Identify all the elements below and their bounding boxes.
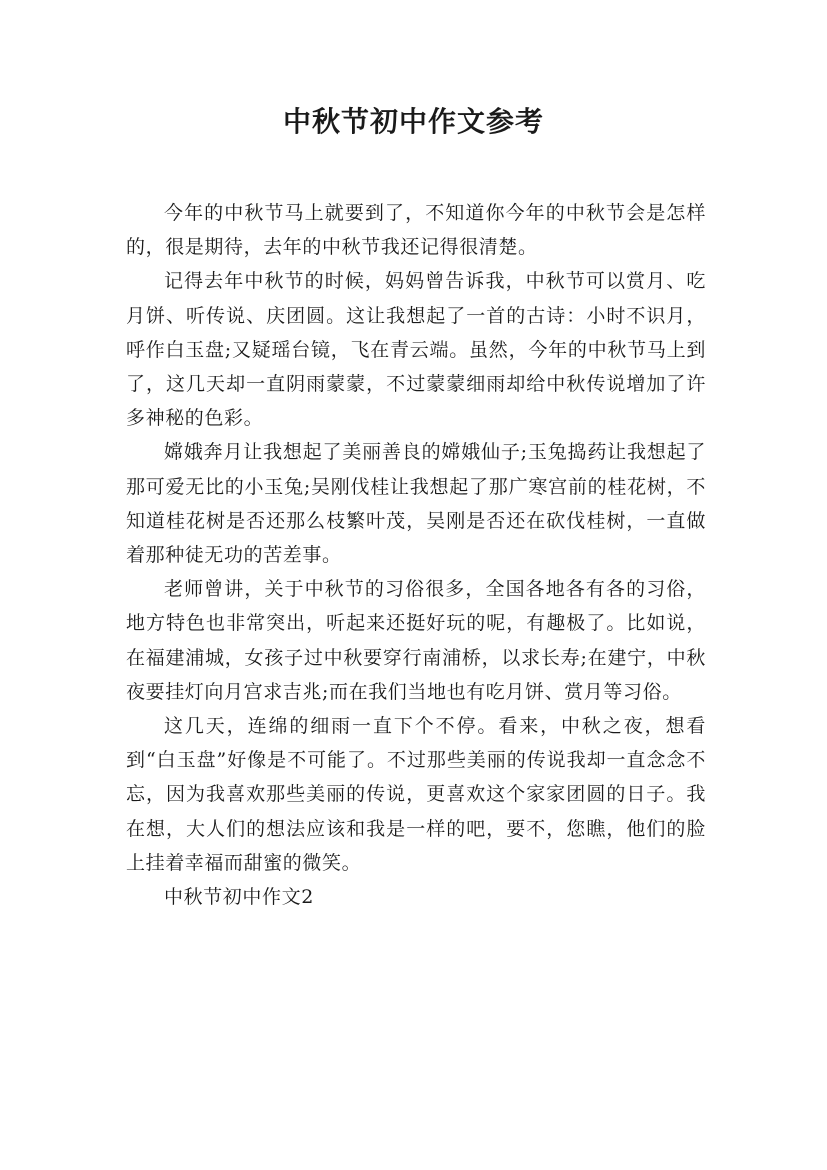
paragraph-5: 这几天，连绵的细雨一直下个不停。看来，中秋之夜，想看到“白玉盘”好像是不可能了。不过那些美丽的传说我却一直念念不忘，因为我喜欢那些美丽的传说，更喜欢这个家家团圆的日子。我在想，大人们的想法应该和我是一样的吧，要不，您瞧，他们的脸上挂着幸福而甜蜜的微笑。 — [126, 715, 706, 874]
paragraph-4: 老师曾讲，关于中秋节的习俗很多，全国各地各有各的习俗，地方特色也非常突出，听起来还挺好玩的呢，有趣极了。比如说，在福建浦城，女孩子过中秋要穿行南浦桥，以求长寿;在建宁，中秋夜要挂灯向月宫求吉兆;而在我们当地也有吃月饼、赏月等习俗。 — [126, 578, 706, 703]
next-essay-heading: 中秋节初中作文2 — [164, 886, 314, 909]
paragraph-1: 今年的中秋节马上就要到了，不知道你今年的中秋节会是怎样的，很是期待，去年的中秋节我还记得很清楚。 — [126, 202, 706, 259]
document-title: 中秋节初中作文参考 — [282, 105, 544, 138]
paragraph-3: 嫦娥奔月让我想起了美丽善良的嫦娥仙子;玉兔捣药让我想起了那可爱无比的小玉兔;吴刚伐桂让我想起了那广寒宫前的桂花树，不知道桂花树是否还那么枝繁叶茂，吴刚是否还在砍伐桂树，一直做着那种徒无功的苦差事。 — [126, 441, 706, 567]
document-body — [126, 196, 706, 914]
paragraph-2: 记得去年中秋节的时候，妈妈曾告诉我，中秋节可以赏月、吃月饼、听传说、庆团圆。这让我想起了一首的古诗：小时不识月，呼作白玉盘;又疑瑶台镜，飞在青云端。虽然，今年的中秋节马上到了，这几天却一直阴雨蒙蒙，不过蒙蒙细雨却给中秋传说增加了许多神秘的色彩。 — [126, 270, 706, 430]
